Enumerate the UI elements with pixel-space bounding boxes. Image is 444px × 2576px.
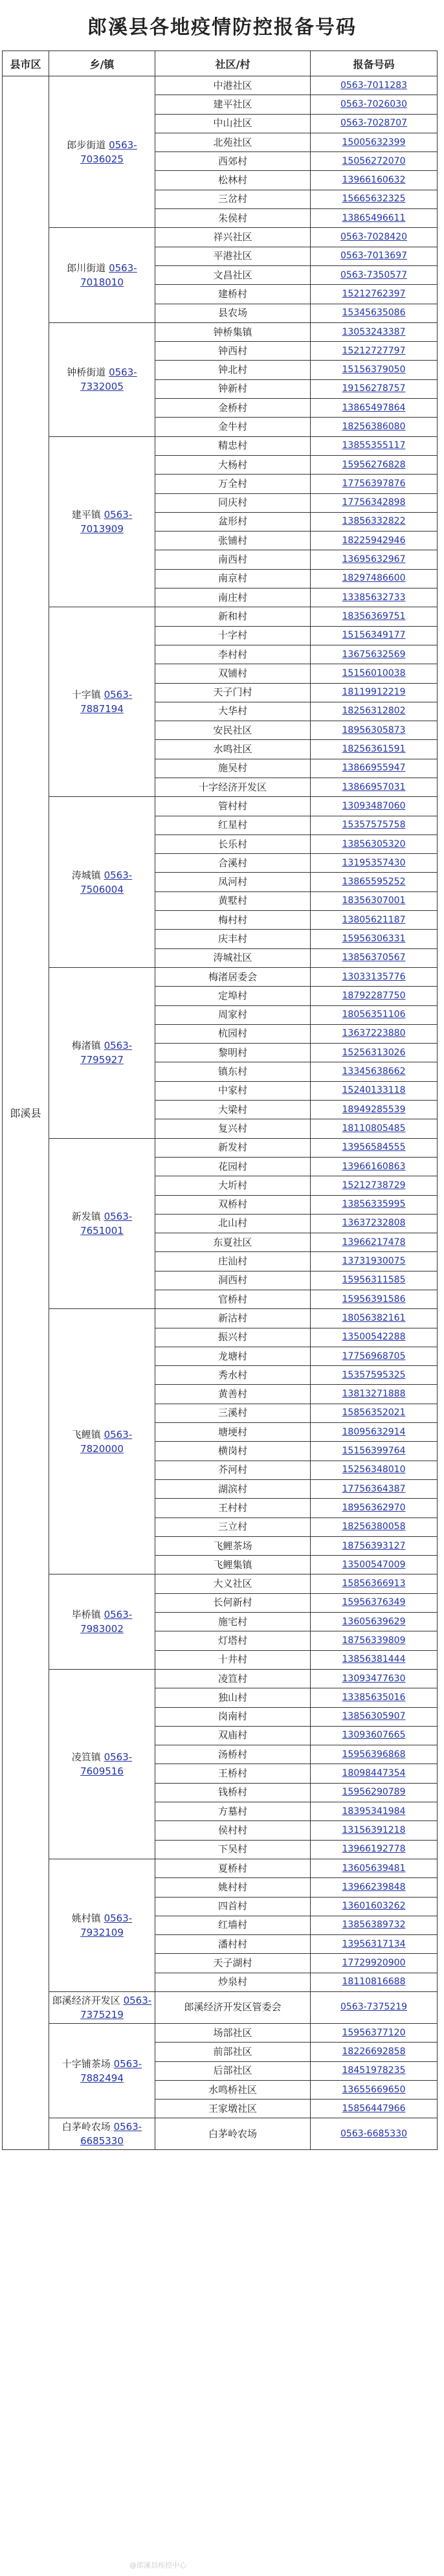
village-cell: 周家村	[155, 1005, 311, 1024]
village-cell: 王家墩社区	[155, 2100, 311, 2118]
header-village: 社区/村	[155, 51, 311, 76]
phone-link[interactable]: 13500547009	[311, 1556, 438, 1574]
village-cell: 大杨村	[155, 455, 311, 474]
village-cell: 南西村	[155, 550, 311, 569]
village-cell: 前部社区	[155, 2043, 311, 2061]
village-cell: 横岗村	[155, 1442, 311, 1461]
town-cell	[49, 322, 155, 436]
village-cell: 建平社区	[155, 95, 311, 114]
village-cell: 松林村	[155, 171, 311, 190]
village-cell: 双桥村	[155, 1195, 311, 1214]
table-row	[3, 1991, 438, 2023]
town-cell	[49, 797, 155, 968]
village-cell: 文昌社区	[155, 265, 311, 284]
phone-link[interactable]: 13156391218	[311, 1821, 438, 1840]
town-phone-link[interactable]: 0563-7882494	[80, 2057, 142, 2084]
phone-link[interactable]: 17729920900	[311, 1954, 438, 1973]
watermark: @郎溪县疾控中心	[129, 2561, 186, 2570]
town-name: 新发镇	[71, 1210, 101, 1222]
town-phone-link[interactable]: 0563-7983002	[80, 1609, 133, 1635]
phone-link[interactable]: 13605639629	[311, 1613, 438, 1631]
phone-link[interactable]: 15665632325	[311, 190, 438, 208]
town-name: 郎溪经济开发区	[52, 1994, 120, 2006]
contact-table	[2, 50, 438, 2150]
phone-link[interactable]: 15856366913	[311, 1574, 438, 1593]
phone-link[interactable]: 13093607665	[311, 1726, 438, 1745]
village-cell: 祥兴社区	[155, 228, 311, 247]
village-cell: 金牛村	[155, 418, 311, 436]
village-cell: 涛城社区	[155, 948, 311, 967]
village-cell: 李村村	[155, 645, 311, 664]
village-cell: 红墙村	[155, 1916, 311, 1934]
phone-link[interactable]: 18756339809	[311, 1631, 438, 1650]
phone-link[interactable]: 19156278757	[311, 379, 438, 398]
phone-link[interactable]: 13033135776	[311, 967, 438, 986]
village-cell: 新沽村	[155, 1309, 311, 1328]
phone-link[interactable]: 17756968705	[311, 1347, 438, 1365]
village-cell: 花园村	[155, 1157, 311, 1176]
phone-link[interactable]: 13637223880	[311, 1024, 438, 1043]
village-cell: 王桥村	[155, 1764, 311, 1783]
village-cell: 平港社区	[155, 247, 311, 265]
village-cell: 东夏社区	[155, 1233, 311, 1252]
village-cell: 钱桥村	[155, 1783, 311, 1802]
table-header-row	[3, 51, 438, 76]
village-cell: 庆丰村	[155, 930, 311, 948]
phone-link[interactable]: 17756364387	[311, 1479, 438, 1498]
phone-link[interactable]: 13856305907	[311, 1707, 438, 1726]
village-cell: 芥河村	[155, 1461, 311, 1479]
phone-link[interactable]: 15856352021	[311, 1404, 438, 1422]
phone-link[interactable]: 0563-6685330	[311, 2118, 438, 2150]
phone-link[interactable]: 18098447354	[311, 1764, 438, 1783]
phone-link[interactable]: 13856332822	[311, 512, 438, 531]
phone-link[interactable]: 15256313026	[311, 1044, 438, 1062]
village-cell: 建桥村	[155, 285, 311, 304]
phone-link[interactable]: 13345638662	[311, 1062, 438, 1081]
phone-link[interactable]: 13956317134	[311, 1935, 438, 1954]
phone-link[interactable]: 18792287750	[311, 987, 438, 1005]
phone-link[interactable]: 13865595252	[311, 873, 438, 891]
village-cell: 潘村村	[155, 1935, 311, 1954]
phone-link[interactable]: 13385632733	[311, 588, 438, 607]
village-cell: 钟北村	[155, 361, 311, 379]
village-cell: 三岔村	[155, 190, 311, 208]
village-cell: 金桥村	[155, 399, 311, 418]
town-phone-link[interactable]: 0563-7375219	[80, 1994, 152, 2021]
table-row	[3, 76, 438, 95]
phone-link[interactable]: 15956391586	[311, 1290, 438, 1309]
phone-link[interactable]: 15056272070	[311, 152, 438, 171]
town-phone-link[interactable]: 0563-6685330	[80, 2121, 142, 2147]
village-cell: 朱侯村	[155, 209, 311, 228]
phone-link[interactable]: 15256348010	[311, 1461, 438, 1479]
village-cell: 天子湖村	[155, 1954, 311, 1973]
village-cell: 龙塘村	[155, 1347, 311, 1365]
phone-link[interactable]: 0563-7026030	[311, 95, 438, 114]
phone-link[interactable]: 13856389732	[311, 1916, 438, 1934]
town-phone-link[interactable]: 0563-7506004	[80, 869, 133, 895]
phone-link[interactable]: 13675632569	[311, 645, 438, 664]
phone-link[interactable]: 13053243387	[311, 322, 438, 341]
phone-link[interactable]: 18451978235	[311, 2061, 438, 2080]
phone-link[interactable]: 18949285539	[311, 1101, 438, 1119]
village-cell: 独山村	[155, 1688, 311, 1707]
village-cell: 十字经济开发区	[155, 778, 311, 796]
phone-link[interactable]: 13956584555	[311, 1138, 438, 1157]
phone-link[interactable]: 15956276828	[311, 455, 438, 474]
phone-link[interactable]: 18226692858	[311, 2043, 438, 2061]
phone-link[interactable]: 18956362970	[311, 1499, 438, 1518]
table-row	[3, 607, 438, 626]
phone-link[interactable]: 18256380058	[311, 1518, 438, 1536]
town-phone-link[interactable]: 0563-7651001	[80, 1210, 133, 1237]
village-cell: 黄善村	[155, 1385, 311, 1404]
phone-link[interactable]: 15005632399	[311, 133, 438, 151]
village-cell: 长何新村	[155, 1593, 311, 1612]
village-cell: 三溪村	[155, 1404, 311, 1422]
village-cell: 中山社区	[155, 114, 311, 133]
phone-link[interactable]: 15956290789	[311, 1783, 438, 1802]
village-cell: 后部社区	[155, 2061, 311, 2080]
phone-link[interactable]: 13866957031	[311, 778, 438, 796]
village-cell: 盆形村	[155, 512, 311, 531]
village-cell: 管村村	[155, 797, 311, 816]
village-cell: 北苑社区	[155, 133, 311, 151]
phone-link[interactable]: 13805621187	[311, 911, 438, 930]
town-phone-link[interactable]: 0563-7932109	[80, 1912, 133, 1938]
header-county: 县市区	[3, 51, 49, 76]
village-cell: 钟新村	[155, 379, 311, 398]
village-cell: 凤河村	[155, 873, 311, 891]
town-name: 姚村镇	[71, 1912, 101, 1924]
village-cell: 红星村	[155, 816, 311, 834]
phone-link[interactable]: 13856335995	[311, 1195, 438, 1214]
phone-link[interactable]: 13856305320	[311, 834, 438, 853]
town-name: 钟桥街道	[67, 366, 106, 379]
village-cell: 炒泉村	[155, 1973, 311, 1991]
village-cell: 场部社区	[155, 2023, 311, 2042]
town-phone-link[interactable]: 0563-7820000	[80, 1428, 133, 1455]
phone-link[interactable]: 13637232808	[311, 1214, 438, 1233]
town-cell	[49, 228, 155, 322]
phone-link[interactable]: 15240133118	[311, 1081, 438, 1100]
town-cell	[49, 607, 155, 797]
phone-link[interactable]: 18110805485	[311, 1119, 438, 1138]
table-row	[3, 322, 438, 341]
village-cell: 白茅岭农场	[155, 2118, 311, 2150]
phone-link[interactable]: 13866955947	[311, 759, 438, 778]
phone-link[interactable]: 13855355117	[311, 436, 438, 455]
town-cell	[49, 76, 155, 228]
county-cell: 郎溪县	[3, 76, 49, 2150]
phone-link[interactable]: 18356307001	[311, 891, 438, 910]
village-cell: 方墓村	[155, 1802, 311, 1821]
phone-link[interactable]: 0563-7028420	[311, 228, 438, 247]
village-cell: 梅渚居委会	[155, 967, 311, 986]
phone-link[interactable]: 13093477630	[311, 1669, 438, 1688]
phone-link[interactable]: 13500542288	[311, 1328, 438, 1347]
phone-link[interactable]: 15156010038	[311, 664, 438, 683]
village-cell: 新和村	[155, 607, 311, 626]
village-cell: 新发村	[155, 1138, 311, 1157]
village-cell: 黄墅村	[155, 891, 311, 910]
village-cell: 大圻村	[155, 1176, 311, 1195]
town-cell	[49, 967, 155, 1138]
village-cell: 凌笪村	[155, 1669, 311, 1688]
village-cell: 镇东村	[155, 1062, 311, 1081]
village-cell: 复兴村	[155, 1119, 311, 1138]
village-cell: 北山村	[155, 1214, 311, 1233]
phone-link[interactable]: 15956311585	[311, 1271, 438, 1290]
village-cell: 南庄村	[155, 588, 311, 607]
phone-link[interactable]: 15357595325	[311, 1366, 438, 1385]
phone-link[interactable]: 18256361591	[311, 740, 438, 759]
village-cell: 钟西村	[155, 342, 311, 361]
phone-link[interactable]: 0563-7013697	[311, 247, 438, 265]
town-name: 建平镇	[71, 508, 101, 521]
phone-link[interactable]: 15856447966	[311, 2100, 438, 2118]
phone-link[interactable]: 0563-7028707	[311, 114, 438, 133]
phone-link[interactable]: 18956305873	[311, 721, 438, 740]
town-cell	[49, 1669, 155, 1859]
town-name: 凌笪镇	[71, 1751, 101, 1763]
table-row	[3, 1309, 438, 1328]
phone-link[interactable]: 0563-7011283	[311, 76, 438, 95]
table-row	[3, 1574, 438, 1593]
town-name: 涛城镇	[71, 869, 101, 881]
table-row	[3, 2023, 438, 2042]
town-phone-link[interactable]: 0563-7609516	[80, 1751, 133, 1777]
phone-link[interactable]: 18119912219	[311, 683, 438, 702]
phone-link[interactable]: 0563-7375219	[311, 1991, 438, 2023]
village-cell: 中家村	[155, 1081, 311, 1100]
phone-link[interactable]: 13695632967	[311, 550, 438, 569]
village-cell: 黎明村	[155, 1044, 311, 1062]
phone-link[interactable]: 18056351106	[311, 1005, 438, 1024]
town-cell	[49, 2023, 155, 2118]
village-cell: 张铺村	[155, 532, 311, 550]
village-cell: 同庆村	[155, 493, 311, 512]
village-cell: 飞鲤茶场	[155, 1536, 311, 1555]
village-cell: 汤桥村	[155, 1745, 311, 1764]
phone-link[interactable]: 18110816688	[311, 1973, 438, 1991]
phone-link[interactable]: 18256312802	[311, 702, 438, 721]
village-cell: 十井村	[155, 1650, 311, 1669]
phone-link[interactable]: 18095632914	[311, 1423, 438, 1442]
village-cell: 钟桥集镇	[155, 322, 311, 341]
village-cell: 夏桥村	[155, 1859, 311, 1877]
phone-link[interactable]: 13605639481	[311, 1859, 438, 1877]
village-cell: 王村村	[155, 1499, 311, 1518]
phone-link[interactable]: 13966160863	[311, 1157, 438, 1176]
town-phone-link[interactable]: 0563-7887194	[80, 689, 133, 715]
town-name: 十字铺茶场	[61, 2057, 111, 2070]
table-row	[3, 228, 438, 247]
village-cell: 下吴村	[155, 1840, 311, 1859]
village-cell: 四首村	[155, 1897, 311, 1916]
town-cell	[49, 2118, 155, 2150]
header-town: 乡/镇	[49, 51, 155, 76]
phone-link[interactable]: 15212738729	[311, 1176, 438, 1195]
phone-link[interactable]: 15357575758	[311, 816, 438, 834]
page-title: 郎溪县各地疫情防控报备号码	[87, 16, 357, 39]
village-cell: 安民社区	[155, 721, 311, 740]
phone-link[interactable]: 13655669650	[311, 2080, 438, 2099]
table-row	[3, 797, 438, 816]
phone-link[interactable]: 13966239848	[311, 1878, 438, 1897]
village-cell: 长乐村	[155, 834, 311, 853]
phone-link[interactable]: 18756393127	[311, 1536, 438, 1555]
village-cell: 振兴村	[155, 1328, 311, 1347]
village-cell: 飞鲤集镇	[155, 1556, 311, 1574]
village-cell: 塘埂村	[155, 1423, 311, 1442]
town-cell	[49, 1574, 155, 1669]
phone-link[interactable]: 13601603262	[311, 1897, 438, 1916]
village-cell: 南京村	[155, 569, 311, 588]
table-body	[3, 76, 438, 2150]
town-phone-link[interactable]: 0563-7018010	[80, 262, 137, 289]
town-phone-link[interactable]: 0563-7332005	[80, 366, 137, 393]
phone-link[interactable]: 15956377120	[311, 2023, 438, 2042]
village-cell: 三立村	[155, 1518, 311, 1536]
phone-link[interactable]: 18395341984	[311, 1802, 438, 1821]
village-cell: 十字村	[155, 626, 311, 645]
phone-link[interactable]: 18225942946	[311, 532, 438, 550]
phone-link[interactable]: 0563-7350577	[311, 265, 438, 284]
village-cell: 姚村村	[155, 1878, 311, 1897]
phone-link[interactable]: 15156379050	[311, 361, 438, 379]
town-phone-link[interactable]: 0563-7036025	[80, 139, 137, 165]
phone-link[interactable]: 15212762397	[311, 285, 438, 304]
village-cell: 定埠村	[155, 987, 311, 1005]
village-cell: 施吴村	[155, 759, 311, 778]
village-cell: 庄汕村	[155, 1252, 311, 1271]
village-cell: 中港社区	[155, 76, 311, 95]
phone-link[interactable]: 17756342898	[311, 493, 438, 512]
phone-link[interactable]: 18356369751	[311, 607, 438, 626]
table-row	[3, 967, 438, 986]
phone-link[interactable]: 15956396868	[311, 1745, 438, 1764]
village-cell: 秀水村	[155, 1366, 311, 1385]
header-phone: 报备号码	[311, 51, 438, 76]
village-cell: 水鸣桥社区	[155, 2080, 311, 2099]
town-name: 梅渚镇	[71, 1040, 101, 1052]
town-phone-link[interactable]: 0563-7013909	[80, 508, 133, 535]
village-cell: 洞西村	[155, 1271, 311, 1290]
phone-link[interactable]: 13966160632	[311, 171, 438, 190]
phone-link[interactable]: 13966217478	[311, 1233, 438, 1252]
phone-link[interactable]: 15345635086	[311, 304, 438, 322]
village-cell: 大华村	[155, 702, 311, 721]
town-phone-link[interactable]: 0563-7795927	[80, 1040, 133, 1066]
phone-link[interactable]: 13385635016	[311, 1688, 438, 1707]
phone-link[interactable]: 13856381444	[311, 1650, 438, 1669]
phone-link[interactable]: 15156349177	[311, 626, 438, 645]
phone-link[interactable]: 15212727797	[311, 342, 438, 361]
village-cell: 大梁村	[155, 1101, 311, 1119]
town-name: 郎步街道	[67, 139, 106, 151]
town-name: 毕桥镇	[71, 1609, 101, 1621]
town-name: 郎川街道	[67, 262, 106, 274]
village-cell: 双庙村	[155, 1726, 311, 1745]
table-row	[3, 1138, 438, 1157]
town-cell	[49, 1309, 155, 1574]
village-cell: 灯塔村	[155, 1631, 311, 1650]
village-cell: 湖滨村	[155, 1479, 311, 1498]
village-cell: 水鸣社区	[155, 740, 311, 759]
village-cell: 官桥村	[155, 1290, 311, 1309]
village-cell: 梅村村	[155, 911, 311, 930]
village-cell: 合溪村	[155, 854, 311, 873]
town-cell	[49, 1859, 155, 1991]
phone-link[interactable]: 13813271888	[311, 1385, 438, 1404]
phone-link[interactable]: 13195357430	[311, 854, 438, 873]
village-cell: 天子门村	[155, 683, 311, 702]
village-cell: 侯村村	[155, 1821, 311, 1840]
phone-link[interactable]: 15156399764	[311, 1442, 438, 1461]
phone-link[interactable]: 13093487060	[311, 797, 438, 816]
table-row	[3, 1669, 438, 1688]
village-cell: 双铺村	[155, 664, 311, 683]
phone-link[interactable]: 13865496611	[311, 209, 438, 228]
village-cell: 杭园村	[155, 1024, 311, 1043]
village-cell: 县农场	[155, 304, 311, 322]
table-row	[3, 436, 438, 455]
village-cell: 郎溪经济开发区管委会	[155, 1991, 311, 2023]
town-name: 白茅岭农场	[61, 2121, 111, 2133]
phone-link[interactable]: 13731930075	[311, 1252, 438, 1271]
village-cell: 精忠村	[155, 436, 311, 455]
town-name: 飞鲤镇	[71, 1428, 101, 1440]
phone-link[interactable]: 18256386080	[311, 418, 438, 436]
phone-link[interactable]: 17756397876	[311, 475, 438, 493]
phone-link[interactable]: 18056382161	[311, 1309, 438, 1328]
phone-link[interactable]: 18297486600	[311, 569, 438, 588]
village-cell: 大义社区	[155, 1574, 311, 1593]
phone-link[interactable]: 13865497864	[311, 399, 438, 418]
village-cell: 万全村	[155, 475, 311, 493]
town-cell	[49, 436, 155, 607]
phone-link[interactable]: 15956376349	[311, 1593, 438, 1612]
village-cell: 岗南村	[155, 1707, 311, 1726]
town-name: 十字镇	[71, 689, 101, 701]
table-row	[3, 1859, 438, 1877]
town-cell	[49, 1138, 155, 1309]
phone-link[interactable]: 13856370567	[311, 948, 438, 967]
phone-link[interactable]: 13966192778	[311, 1840, 438, 1859]
village-cell: 施宅村	[155, 1613, 311, 1631]
village-cell: 西郊村	[155, 152, 311, 171]
phone-link[interactable]: 15956306331	[311, 930, 438, 948]
table-row	[3, 2118, 438, 2150]
town-cell	[49, 1991, 155, 2023]
